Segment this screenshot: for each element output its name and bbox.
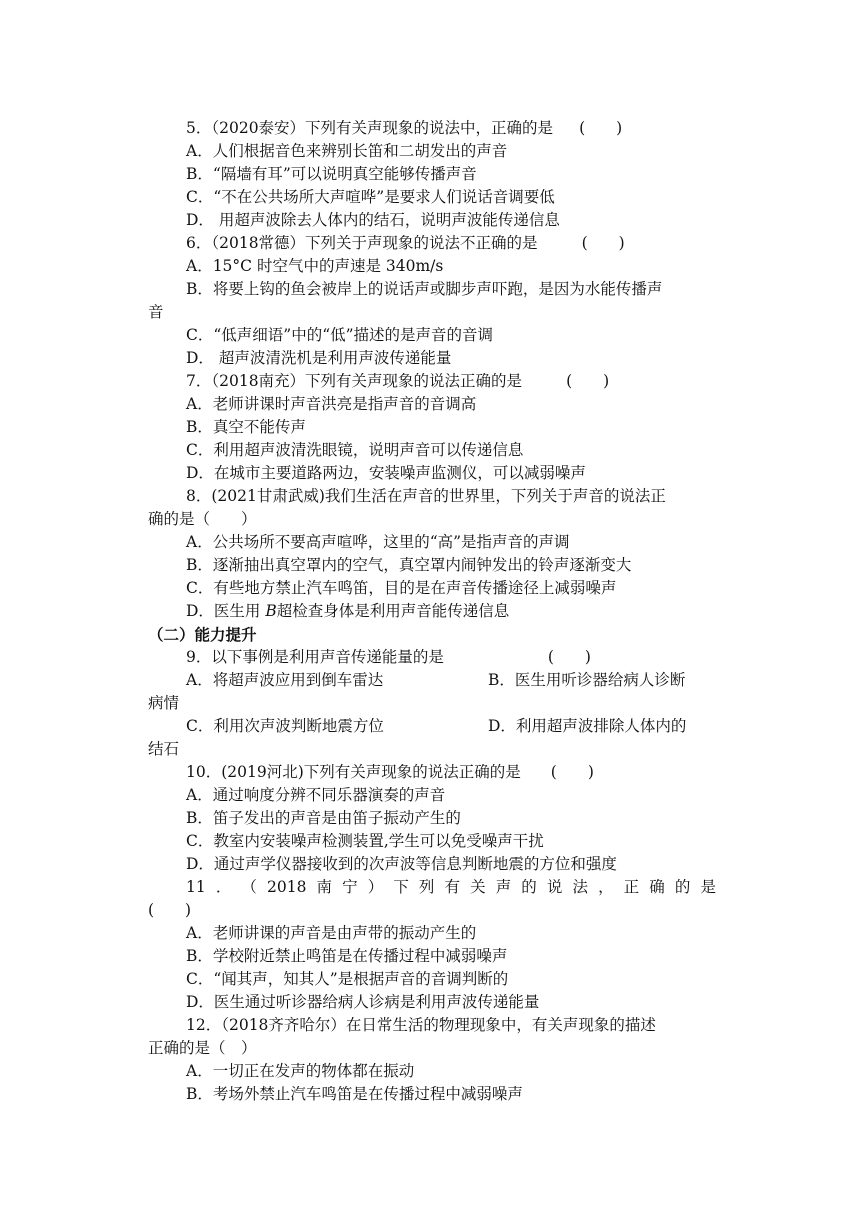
answer-blank: ( ) <box>547 648 591 666</box>
question-7-stem: 7．（2018南充）下列有关声现象的说法正确的是 ( ) <box>186 372 610 390</box>
option-6d: D． 超声波清洗机是利用声波传递能量 <box>186 349 452 367</box>
option-9b-continued: 病情 <box>148 694 180 712</box>
option-8c: C．有些地方禁止汽车鸣笛，目的是在声音传播途径上减弱噪声 <box>186 579 617 597</box>
option-9c: C．利用次声波判断地震方位 <box>186 717 384 735</box>
option-10b: B．笛子发出的声音是由笛子振动产生的 <box>186 809 461 827</box>
option-8a: A．公共场所不要高声喧哗，这里的“高”是指声音的声调 <box>186 533 570 551</box>
option-5d: D． 用超声波除去人体内的结石，说明声波能传递信息 <box>186 211 560 229</box>
option-7d: D．在城市主要道路两边，安装噪声监测仪，可以减弱噪声 <box>186 464 586 482</box>
option-10d: D．通过声学仪器接收到的次声波等信息判断地震的方位和强度 <box>186 855 617 873</box>
option-7c: C．利用超声波清洗眼镜，说明声音可以传递信息 <box>186 441 524 459</box>
option-7a: A．老师讲课时声音洪亮是指声音的音调高 <box>186 395 477 413</box>
option-9a: A．将超声波应用到倒车雷达 <box>186 671 384 689</box>
option-11a: A．老师讲课的声音是由声带的振动产生的 <box>186 924 477 942</box>
section-heading: （二）能力提升 <box>148 625 257 644</box>
option-10c: C．教室内安装噪声检测装置,学生可以免受噪声干扰 <box>186 832 544 850</box>
option-9d-continued: 结石 <box>148 740 180 758</box>
option-11b: B．学校附近禁止鸣笛是在传播过程中减弱噪声 <box>186 947 508 965</box>
answer-blank: ( ) <box>566 372 610 390</box>
option-9b: B．医生用听诊器给病人诊断 <box>488 671 686 689</box>
option-10a: A．通过响度分辨不同乐器演奏的声音 <box>186 786 446 804</box>
option-11c: C．“闻其声，知其人”是根据声音的音调判断的 <box>186 970 509 988</box>
option-6c: C．“低声细语”中的“低”描述的是声音的音调 <box>186 326 494 344</box>
option-9d: D．利用超声波排除人体内的 <box>488 717 687 735</box>
question-5-stem: 5．（2020泰安）下列有关声现象的说法中，正确的是 ( ) <box>186 119 623 137</box>
options-9cd <box>148 715 716 738</box>
answer-blank: ( ) <box>550 763 594 781</box>
answer-blank: ( ) <box>579 119 623 137</box>
answer-blank: ( ) <box>581 234 625 252</box>
option-5b: B．“隔墙有耳”可以说明真空能够传播声音 <box>186 165 477 183</box>
question-11-stem: 11 ． （ 2018 南 宁 ） 下 列 有 关 声 的 说 法 ， 正 确 的 是 <box>186 878 716 896</box>
question-10-stem: 10．(2019河北)下列有关声现象的说法正确的是 ( ) <box>186 763 594 781</box>
option-6a: A．15°C 时空气中的声速是 340m/s <box>186 257 444 275</box>
question-9-stem: 9．以下事例是利用声音传递能量的是 ( ) <box>186 648 591 666</box>
question-list <box>148 117 716 1106</box>
question-12-stem-continued: 正确的是（ ） <box>148 1039 257 1057</box>
option-12b: B．考场外禁止汽车鸣笛是在传播过程中减弱噪声 <box>186 1085 523 1103</box>
option-6b-continued: 音 <box>148 303 164 321</box>
option-5c: C．“不在公共场所大声喧哗”是要求人们说话音调要低 <box>186 188 555 206</box>
answer-blank: ( ) <box>148 901 192 919</box>
question-8-stem-continued: 确的是（ ） <box>148 510 257 528</box>
option-11d: D．医生通过听诊器给病人诊病是利用声波传递能量 <box>186 993 540 1011</box>
option-8b: B．逐渐抽出真空罩内的空气，真空罩内闹钟发出的铃声逐渐变大 <box>186 556 632 574</box>
option-7b: B．真空不能传声 <box>186 418 306 436</box>
option-6b: B．将要上钩的鱼会被岸上的说话声或脚步声吓跑，是因为水能传播声 <box>186 280 663 298</box>
question-12-stem: 12．（2018齐齐哈尔）在日常生活的物理现象中，有关声现象的描述 <box>186 1016 656 1034</box>
option-5a: A．人们根据音色来辨别长笛和二胡发出的声音 <box>186 142 508 160</box>
option-12a: A．一切正在发声的物体都在振动 <box>186 1062 415 1080</box>
options-9ab <box>148 669 716 692</box>
question-6-stem: 6．（2018常德）下列关于声现象的说法不正确的是 ( ) <box>186 234 625 252</box>
question-8-stem: 8．(2021甘肃武威)我们生活在声音的世界里，下列关于声音的说法正 <box>186 487 666 505</box>
option-8d: D．医生用 B超检查身体是利用声音能传递信息 <box>186 602 510 620</box>
